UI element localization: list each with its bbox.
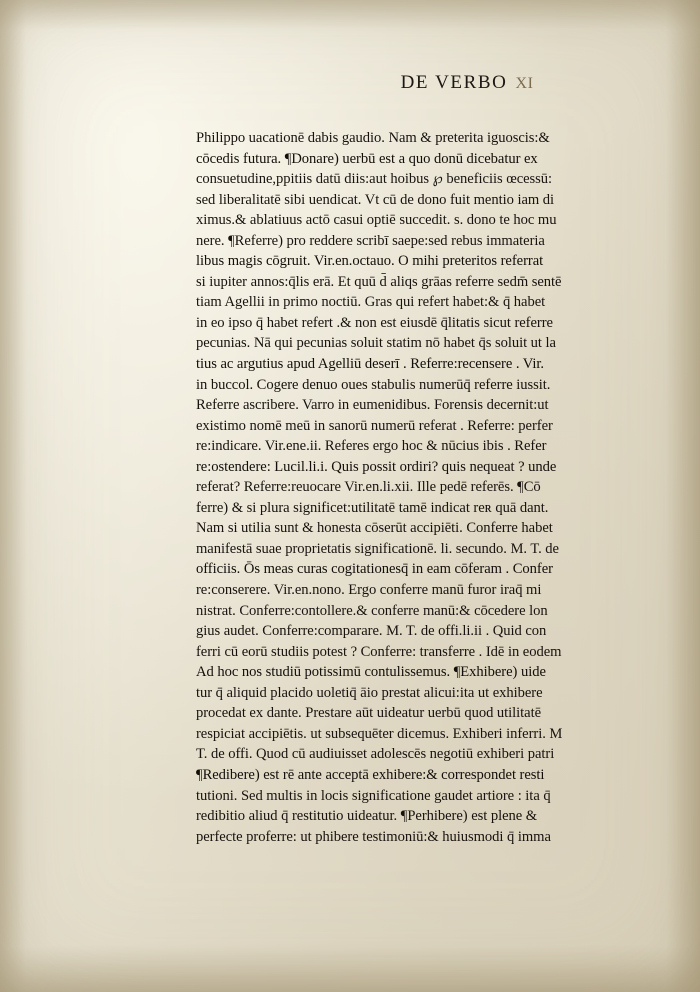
page-edge-bottom bbox=[0, 946, 700, 992]
text-line: perfecte proferre: ut phibere testimoniū:& huiusmodi q̄ imma bbox=[196, 828, 551, 845]
text-line: T. de offi. Quod cū audiuisset adolescēs negotiū exhiberi patri bbox=[196, 746, 555, 763]
page-edge-right bbox=[666, 0, 700, 992]
folio-number: XI bbox=[515, 75, 534, 92]
text-line: nere. ¶Referre) pro reddere scribī saepe:sed rebus immateria bbox=[196, 232, 545, 249]
text-line: respiciat accipiētis. ut subsequēter dicemus. Exhiberi inferri. M bbox=[196, 725, 563, 742]
text-line: si iupiter annos:q̄lis erā. Et quū d̄ aliqs grāas referre sedm̄ sentē bbox=[196, 273, 562, 290]
text-line: pecunias. Nā qui pecunias soluit statim nō habet q̄s soluit ut la bbox=[196, 335, 556, 352]
text-line: libus magis cōgruit. Vir.en.octauo. O mihi preteritos referrat bbox=[196, 253, 544, 270]
running-head bbox=[196, 72, 608, 94]
text-line: gius audet. Conferre:comparare. M. T. de offi.li.ii . Quid con bbox=[196, 623, 547, 640]
text-line: tur q̄ aliquid placido uoletiq̄ āio prestat alicui:ita ut exhibere bbox=[196, 684, 543, 701]
text-line: referat? Referre:reuocare Vir.en.li.xii. Ille pedē referēs. ¶Cō bbox=[196, 479, 541, 496]
running-head-title: DE VERBO bbox=[400, 72, 508, 93]
text-line: Philippo uacationē dabis gaudio. Nam & preterita iguoscis:& bbox=[196, 130, 550, 146]
text-line: ximus.& ablatiuus actō casui optiē succedit. s. dono te hoc mu bbox=[196, 212, 557, 229]
text-line: re:conserere. Vir.en.nono. Ergo conferre manū furor iraq̄ mi bbox=[196, 582, 542, 599]
text-block bbox=[196, 72, 608, 847]
text-line: re:indicare. Vir.ene.ii. Referes ergo hoc & nūcius ibis . Refer bbox=[196, 438, 547, 455]
body-text bbox=[196, 128, 608, 847]
text-line: nistrat. Conferre:contollere.& conferre manū:& cōcedere lon bbox=[196, 602, 548, 619]
text-line: ¶Redibere) est rē ante acceptā exhibere:& correspondet resti bbox=[196, 766, 545, 783]
text-line: cōcedis futura. ¶Donare) uerbū est a quo donū dicebatur ex bbox=[196, 150, 538, 167]
text-line: Referre ascribere. Varro in eumenidibus. Forensis decernit:ut bbox=[196, 397, 549, 414]
text-line: ferri cū eorū studiis potest ? Conferre: transferre . Idē in eodem bbox=[196, 643, 562, 660]
text-line: redibitio aliud q̄ restitutio uideatur. ¶Perhibere) est plene & bbox=[196, 808, 538, 825]
text-line: Ad hoc nos studiū potissimū contulissemus. ¶Exhibere) uide bbox=[196, 664, 546, 681]
text-line: in buccol. Cogere denuo oues stabulis numerūq̄ referre iussit. bbox=[196, 376, 551, 393]
text-line: officiis. Ōs meas curas cogitationesq̄ in eam cōferam . Confer bbox=[196, 561, 553, 578]
text-line: tiam Agellii in primo noctiū. Gras qui refert habet:& q̄ habet bbox=[196, 294, 546, 311]
text-line: procedat ex dante. Prestare aūt uideatur uerbū quod utilitatē bbox=[196, 705, 542, 722]
text-line: tius ac argutius apud Agelliū deserī . Referre:recensere . Vir. bbox=[196, 356, 544, 373]
text-line: Nam si utilia sunt & honesta cōserūt accipiēti. Conferre habet bbox=[196, 520, 553, 537]
text-line: tutioni. Sed multis in locis significatione gaudet artiore : ita q̄ bbox=[196, 787, 551, 804]
text-line: sed liberalitatē sibi uendicat. Vt cū de dono fuit mentio iam di bbox=[196, 191, 555, 208]
text-line: manifestā suae proprietatis significationē. li. secundo. M. T. de bbox=[196, 540, 559, 557]
page-edge-top bbox=[0, 0, 700, 30]
text-line: re:ostendere: Lucil.li.i. Quis possit ordiri? quis nequeat ? unde bbox=[196, 458, 557, 475]
text-line: ferre) & si plura significet:utilitatē tamē indicat reʀ quā dant. bbox=[196, 499, 549, 516]
text-line: consuetudine,ppitiis datū diis:aut hoibus ℘ beneficiis œcessū: bbox=[196, 171, 553, 188]
page-edge-left bbox=[0, 0, 26, 992]
text-line: in eo ipso q̄ habet refert .& non est eiusdē q̄litatis sicut referre bbox=[196, 314, 553, 331]
text-line: existimo nomē meū in sanorū numerū referat . Referre: perfer bbox=[196, 417, 553, 434]
